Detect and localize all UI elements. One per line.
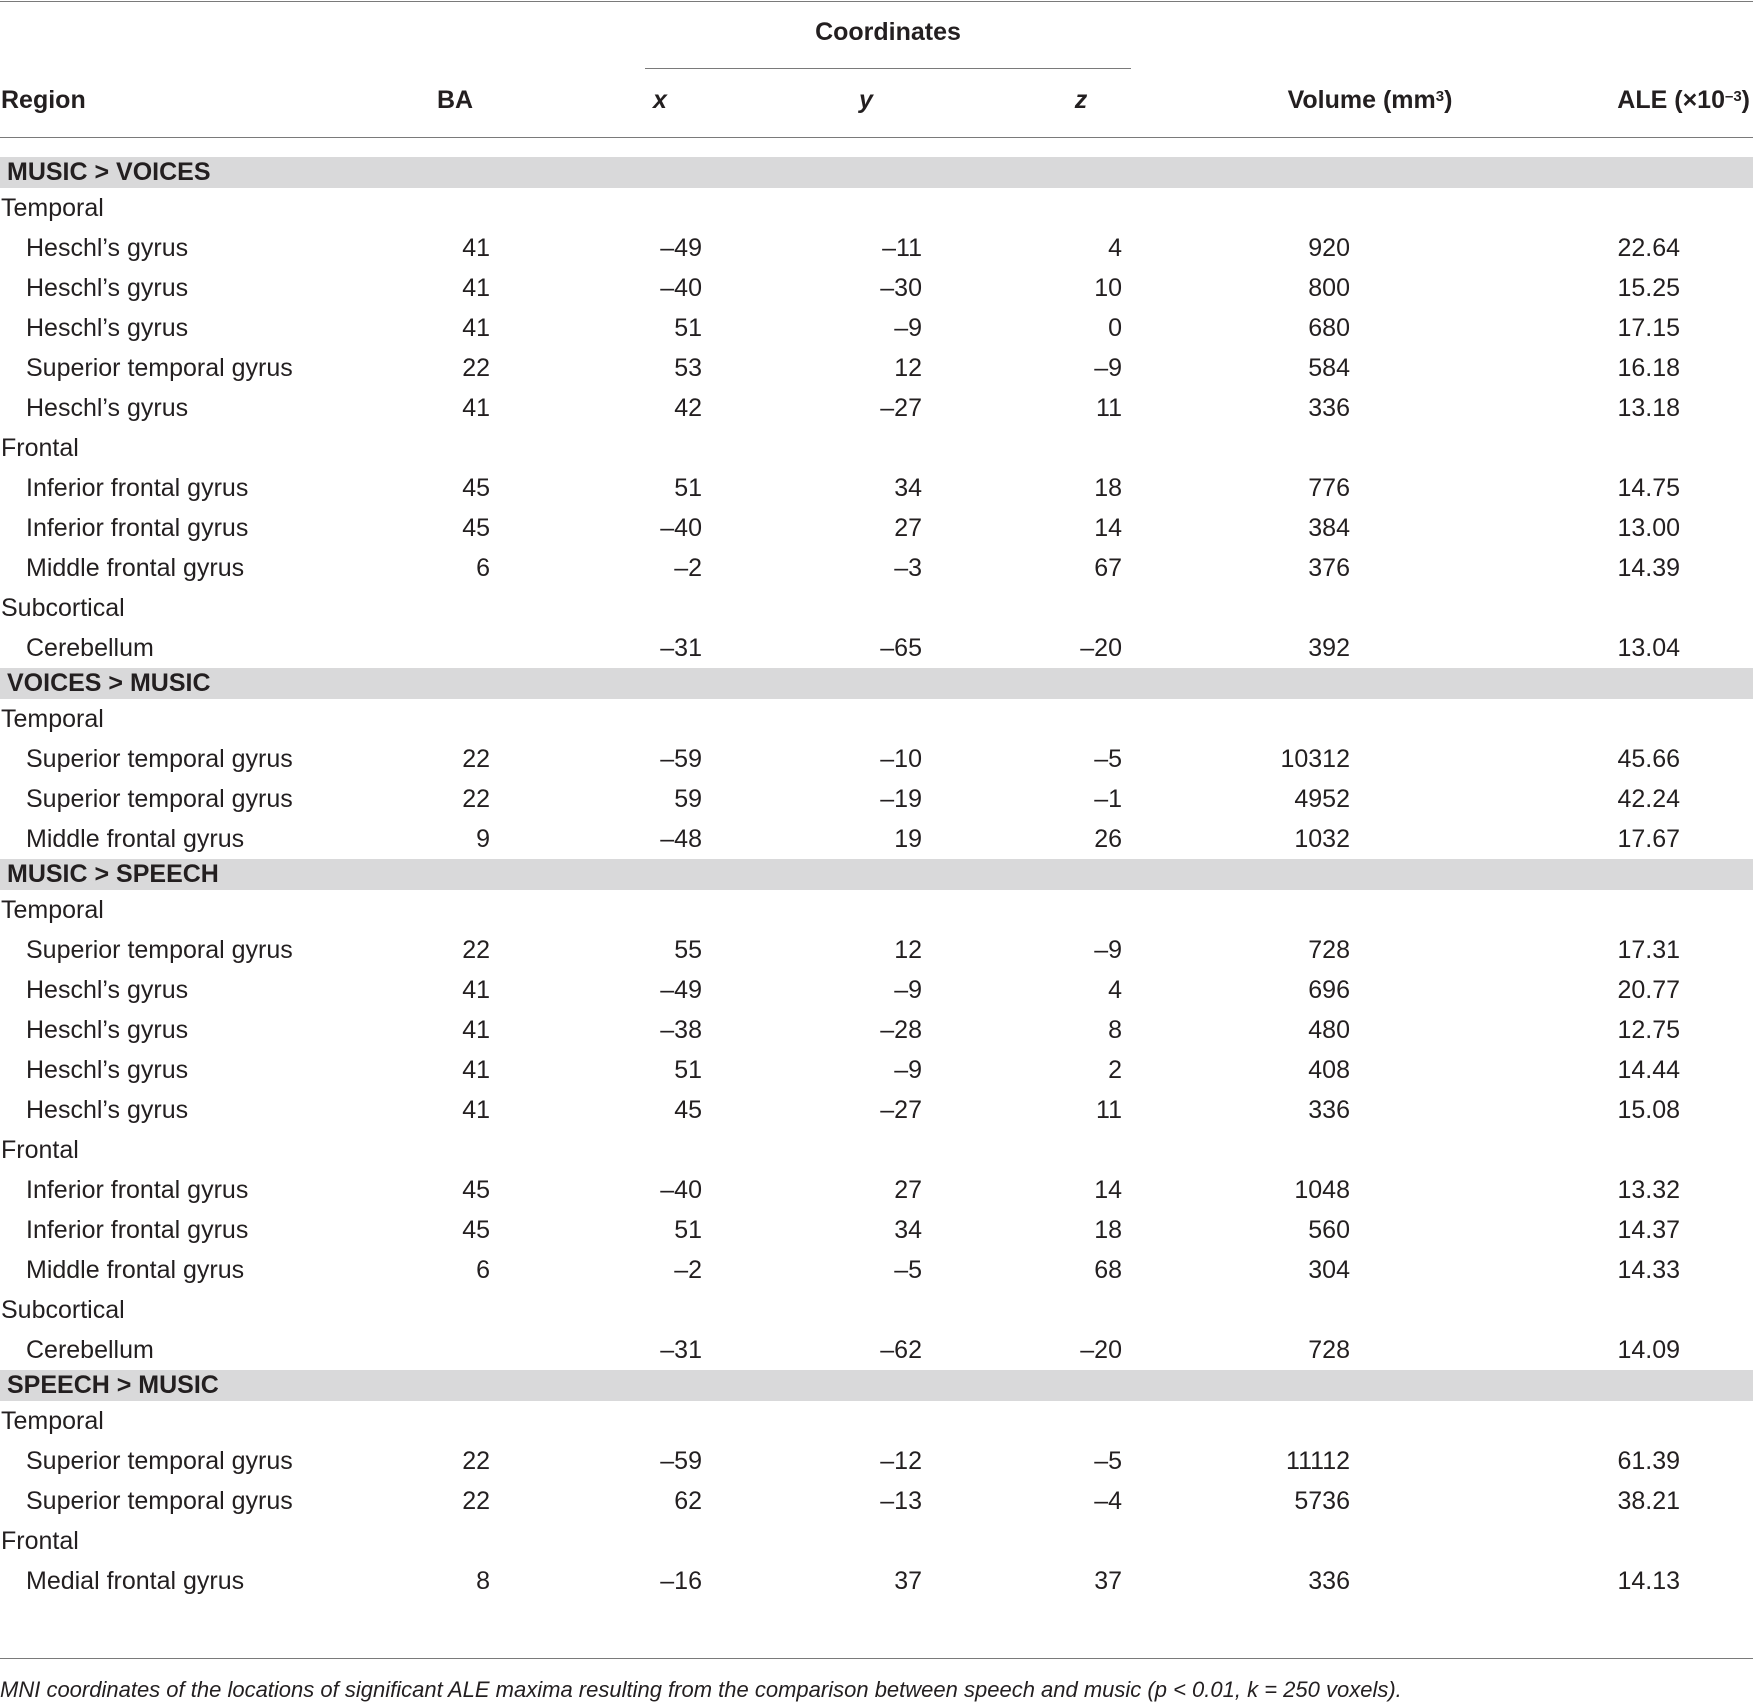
cell-x: –16 — [660, 1567, 702, 1595]
cell-y: –28 — [880, 1016, 922, 1044]
table-row — [0, 970, 1753, 1010]
cell-volume: 304 — [1308, 1256, 1350, 1284]
section-title: VOICES > MUSIC — [7, 669, 211, 697]
group-label: Subcortical — [1, 594, 125, 622]
group-row — [0, 890, 1753, 930]
table-row — [0, 1050, 1753, 1090]
table-row — [0, 348, 1753, 388]
cell-z: 8 — [1108, 1016, 1122, 1044]
cell-ale: 14.39 — [1617, 554, 1680, 582]
cell-x: –49 — [660, 976, 702, 1004]
column-header-x: x — [653, 86, 667, 114]
cell-z: –9 — [1094, 936, 1122, 964]
table-row — [0, 548, 1753, 588]
cell-x: –31 — [660, 634, 702, 662]
group-row — [0, 588, 1753, 628]
cell-y: 12 — [894, 936, 922, 964]
cell-x: –59 — [660, 1447, 702, 1475]
section-shading — [0, 668, 1753, 699]
cell-z: 18 — [1094, 474, 1122, 502]
section-header-row — [0, 1370, 1753, 1401]
cell-region: Heschl’s gyrus — [26, 1056, 189, 1084]
section-header-row — [0, 668, 1753, 699]
cell-region: Superior temporal gyrus — [26, 745, 293, 773]
cell-volume: 376 — [1308, 554, 1350, 582]
cell-ale: 13.32 — [1617, 1176, 1680, 1204]
cell-ale: 13.00 — [1617, 514, 1680, 542]
coordinates-header: Coordinates — [815, 18, 961, 46]
cell-region: Cerebellum — [26, 634, 154, 662]
cell-y: –30 — [880, 274, 922, 302]
table-row — [0, 308, 1753, 348]
cell-y: –12 — [880, 1447, 922, 1475]
section-title: MUSIC > SPEECH — [7, 860, 219, 888]
cell-z: 18 — [1094, 1216, 1122, 1244]
cell-ba: 22 — [462, 1487, 490, 1515]
cell-y: 34 — [894, 1216, 922, 1244]
cell-region: Heschl’s gyrus — [26, 314, 189, 342]
cell-y: 27 — [894, 1176, 922, 1204]
section-header-row — [0, 859, 1753, 890]
table-row — [0, 930, 1753, 970]
cell-x: –48 — [660, 825, 702, 853]
cell-volume: 336 — [1308, 1096, 1350, 1124]
cell-z: –1 — [1094, 785, 1122, 813]
cell-ale: 15.08 — [1617, 1096, 1680, 1124]
column-header-region: Region — [1, 86, 86, 114]
header-bottom-rule — [0, 137, 1753, 138]
section-shading — [0, 859, 1753, 890]
cell-z: 26 — [1094, 825, 1122, 853]
cell-x: 51 — [674, 1216, 702, 1244]
group-row — [0, 1521, 1753, 1561]
cell-x: 62 — [674, 1487, 702, 1515]
group-label: Temporal — [1, 896, 104, 924]
column-header-ba: BA — [436, 86, 474, 114]
cell-volume: 336 — [1308, 394, 1350, 422]
cell-volume: 776 — [1308, 474, 1350, 502]
cell-volume: 384 — [1308, 514, 1350, 542]
cell-region: Middle frontal gyrus — [26, 1256, 245, 1284]
cell-ale: 14.13 — [1617, 1567, 1680, 1595]
cell-ale: 17.31 — [1617, 936, 1680, 964]
table-row — [0, 819, 1753, 859]
cell-region: Heschl’s gyrus — [26, 234, 189, 262]
cell-ba: 41 — [462, 314, 490, 342]
column-header-ale: ALE $(\times 10^{-3})$ — [1617, 86, 1750, 114]
cell-x: 59 — [674, 785, 702, 813]
section-title: MUSIC > VOICES — [7, 158, 211, 186]
cell-y: 37 — [894, 1567, 922, 1595]
cell-y: –19 — [880, 785, 922, 813]
cell-ba: 45 — [462, 1216, 490, 1244]
cell-z: 0 — [1108, 314, 1122, 342]
cell-ba: 41 — [462, 234, 490, 262]
group-row — [0, 1401, 1753, 1441]
cell-y: –11 — [882, 234, 922, 262]
cell-volume: 392 — [1308, 634, 1350, 662]
cell-y: 27 — [894, 514, 922, 542]
table-row — [0, 228, 1753, 268]
table-row — [0, 739, 1753, 779]
cell-region: Superior temporal gyrus — [26, 936, 293, 964]
cell-x: –2 — [674, 1256, 702, 1284]
cell-z: –20 — [1080, 1336, 1122, 1364]
table-row — [0, 1330, 1753, 1370]
table-row — [0, 1481, 1753, 1521]
cell-ba: 22 — [462, 936, 490, 964]
cell-x: –40 — [660, 514, 702, 542]
cell-x: –59 — [660, 745, 702, 773]
cell-y: –9 — [894, 314, 922, 342]
cell-region: Heschl’s gyrus — [26, 976, 189, 1004]
cell-volume: 4952 — [1294, 785, 1350, 813]
cell-ba: 6 — [476, 1256, 490, 1284]
cell-z: 67 — [1094, 554, 1122, 582]
cell-x: –31 — [660, 1336, 702, 1364]
cell-ba: 41 — [462, 1056, 490, 1084]
cell-y: 12 — [894, 354, 922, 382]
group-row — [0, 188, 1753, 228]
cell-z: 14 — [1094, 1176, 1122, 1204]
cell-ba: 22 — [462, 354, 490, 382]
group-label: Frontal — [1, 1527, 79, 1555]
table-row — [0, 388, 1753, 428]
group-label: Frontal — [1, 434, 79, 462]
cell-y: 19 — [894, 825, 922, 853]
cell-region: Middle frontal gyrus — [26, 554, 245, 582]
cell-region: Inferior frontal gyrus — [26, 514, 249, 542]
cell-y: –65 — [880, 634, 922, 662]
cell-volume: 584 — [1308, 354, 1350, 382]
cell-ale: 14.37 — [1617, 1216, 1680, 1244]
cell-volume: 480 — [1308, 1016, 1350, 1044]
cell-volume: 800 — [1308, 274, 1350, 302]
cell-y: 34 — [894, 474, 922, 502]
cell-ba: 45 — [462, 1176, 490, 1204]
cell-volume: 696 — [1308, 976, 1350, 1004]
cell-z: 10 — [1094, 274, 1122, 302]
cell-ba: 41 — [462, 394, 490, 422]
cell-z: 4 — [1108, 976, 1122, 1004]
cell-ale: 17.67 — [1617, 825, 1680, 853]
cell-x: –40 — [660, 1176, 702, 1204]
cell-ba: 22 — [462, 1447, 490, 1475]
cell-region: Heschl’s gyrus — [26, 274, 189, 302]
group-row — [0, 1130, 1753, 1170]
cell-ale: 42.24 — [1617, 785, 1680, 813]
cell-z: 2 — [1108, 1056, 1122, 1084]
cell-ale: 38.21 — [1617, 1487, 1680, 1515]
table-row — [0, 628, 1753, 668]
cell-x: 51 — [674, 1056, 702, 1084]
group-label: Subcortical — [1, 1296, 125, 1324]
group-row — [0, 428, 1753, 468]
cell-x: 42 — [674, 394, 702, 422]
cell-ale: 22.64 — [1617, 234, 1680, 262]
cell-z: –20 — [1080, 634, 1122, 662]
table-row — [0, 1250, 1753, 1290]
cell-ba: 41 — [462, 1096, 490, 1124]
cell-x: 55 — [674, 936, 702, 964]
cell-volume: 11112 — [1286, 1447, 1350, 1475]
cell-x: –2 — [674, 554, 702, 582]
cell-y: –9 — [894, 976, 922, 1004]
cell-x: 51 — [674, 474, 702, 502]
cell-region: Heschl’s gyrus — [26, 394, 189, 422]
cell-x: 51 — [674, 314, 702, 342]
cell-ale: 45.66 — [1617, 745, 1680, 773]
cell-z: –9 — [1094, 354, 1122, 382]
cell-z: –5 — [1094, 745, 1122, 773]
cell-ba: 8 — [476, 1567, 490, 1595]
cell-ale: 16.18 — [1617, 354, 1680, 382]
cell-ale: 13.04 — [1617, 634, 1680, 662]
cell-ba: 41 — [462, 976, 490, 1004]
cell-z: –5 — [1094, 1447, 1122, 1475]
table-row — [0, 1441, 1753, 1481]
cell-ba: 45 — [462, 514, 490, 542]
cell-volume: 920 — [1308, 234, 1350, 262]
column-header-volume: Volume $(mm^3)$ — [1287, 86, 1453, 114]
group-label: Temporal — [1, 705, 104, 733]
column-header-y: y — [859, 86, 873, 114]
cell-z: 11 — [1096, 1096, 1122, 1124]
table-bottom-rule — [0, 1658, 1753, 1659]
cell-ba: 41 — [462, 274, 490, 302]
cell-ale: 14.75 — [1617, 474, 1680, 502]
cell-volume: 1048 — [1294, 1176, 1350, 1204]
cell-ba: 6 — [476, 554, 490, 582]
table-top-rule — [0, 1, 1753, 2]
section-title: SPEECH > MUSIC — [7, 1371, 219, 1399]
cell-region: Cerebellum — [26, 1336, 154, 1364]
group-row — [0, 699, 1753, 739]
cell-ale: 15.25 — [1617, 274, 1680, 302]
table-body — [0, 157, 1753, 1601]
cell-region: Superior temporal gyrus — [26, 354, 293, 382]
cell-ba: 45 — [462, 474, 490, 502]
cell-ale: 14.44 — [1617, 1056, 1680, 1084]
cell-ba: 41 — [462, 1016, 490, 1044]
cell-z: 14 — [1094, 514, 1122, 542]
cell-ba: 9 — [476, 825, 490, 853]
group-label: Temporal — [1, 194, 104, 222]
group-row — [0, 1290, 1753, 1330]
cell-y: –27 — [880, 1096, 922, 1124]
table-row — [0, 1010, 1753, 1050]
cell-region: Superior temporal gyrus — [26, 1487, 293, 1515]
table-row — [0, 779, 1753, 819]
cell-y: –10 — [880, 745, 922, 773]
section-shading — [0, 1370, 1753, 1401]
cell-y: –13 — [880, 1487, 922, 1515]
cell-ale: 17.15 — [1617, 314, 1680, 342]
cell-z: –4 — [1094, 1487, 1122, 1515]
cell-region: Middle frontal gyrus — [26, 825, 245, 853]
group-label: Temporal — [1, 1407, 104, 1435]
cell-volume: 728 — [1308, 1336, 1350, 1364]
table-row — [0, 268, 1753, 308]
cell-volume: 408 — [1308, 1056, 1350, 1084]
cell-z: 4 — [1108, 234, 1122, 262]
cell-region: Superior temporal gyrus — [26, 1447, 293, 1475]
cell-volume: 5736 — [1294, 1487, 1350, 1515]
cell-z: 37 — [1094, 1567, 1122, 1595]
table-row — [0, 1170, 1753, 1210]
column-header-z: z — [1074, 86, 1088, 114]
cell-z: 11 — [1096, 394, 1122, 422]
cell-ale: 14.33 — [1617, 1256, 1680, 1284]
table-caption: MNI coordinates of the locations of significant ALE maxima resulting from the comparison between speech and music (p < 0.01, k = 250 voxels). — [0, 1677, 1402, 1702]
cell-region: Medial frontal gyrus — [26, 1567, 245, 1595]
cell-x: 53 — [674, 354, 702, 382]
cell-x: –49 — [660, 234, 702, 262]
cell-x: 45 — [674, 1096, 702, 1124]
cell-y: –5 — [894, 1256, 922, 1284]
section-header-row — [0, 157, 1753, 188]
cell-volume: 560 — [1308, 1216, 1350, 1244]
cell-ale: 61.39 — [1617, 1447, 1680, 1475]
cell-ale: 12.75 — [1617, 1016, 1680, 1044]
cell-ale: 13.18 — [1617, 394, 1680, 422]
table-row — [0, 468, 1753, 508]
coordinates-underline — [645, 68, 1131, 69]
cell-volume: 680 — [1308, 314, 1350, 342]
cell-y: –62 — [880, 1336, 922, 1364]
cell-volume: 336 — [1308, 1567, 1350, 1595]
cell-region: Inferior frontal gyrus — [26, 1176, 249, 1204]
table-row — [0, 1561, 1753, 1601]
cell-y: –27 — [880, 394, 922, 422]
cell-region: Inferior frontal gyrus — [26, 474, 249, 502]
cell-ale: 14.09 — [1617, 1336, 1680, 1364]
cell-volume: 1032 — [1294, 825, 1350, 853]
cell-region: Inferior frontal gyrus — [26, 1216, 249, 1244]
cell-z: 68 — [1094, 1256, 1122, 1284]
group-label: Frontal — [1, 1136, 79, 1164]
cell-ba: 22 — [462, 745, 490, 773]
table-row — [0, 1210, 1753, 1250]
cell-volume: 10312 — [1280, 745, 1350, 773]
cell-x: –40 — [660, 274, 702, 302]
cell-region: Heschl’s gyrus — [26, 1016, 189, 1044]
cell-ale: 20.77 — [1617, 976, 1680, 1004]
cell-region: Superior temporal gyrus — [26, 785, 293, 813]
cell-region: Heschl’s gyrus — [26, 1096, 189, 1124]
cell-y: –9 — [894, 1056, 922, 1084]
table-row — [0, 1090, 1753, 1130]
section-shading — [0, 157, 1753, 188]
cell-x: –38 — [660, 1016, 702, 1044]
table-row — [0, 508, 1753, 548]
cell-y: –3 — [894, 554, 922, 582]
cell-ba: 22 — [462, 785, 490, 813]
cell-volume: 728 — [1308, 936, 1350, 964]
